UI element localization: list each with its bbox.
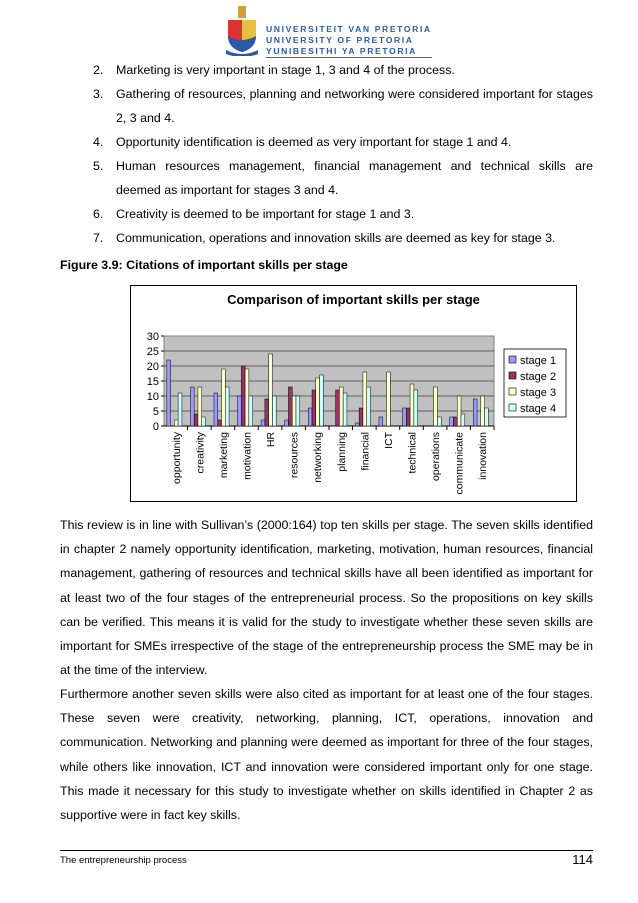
bar-stage-3 [481, 396, 485, 426]
y-tick-label: 10 [146, 391, 159, 403]
logo-line: UNIVERSITEIT VAN PRETORIA [266, 24, 432, 34]
bar-stage-1 [355, 423, 359, 426]
x-tick-label: creativity [194, 432, 207, 474]
bar-stage-1 [403, 408, 407, 426]
legend-label: stage 1 [520, 355, 557, 367]
legend-label: stage 3 [520, 387, 557, 399]
bar-stage-4 [272, 396, 276, 426]
bar-stage-4 [249, 396, 253, 426]
list-item [93, 82, 593, 130]
legend-swatch [509, 404, 516, 411]
footer-rule [60, 850, 593, 851]
bar-stage-4 [343, 393, 347, 426]
bar-stage-1 [214, 393, 218, 426]
legend-swatch [509, 388, 516, 395]
bar-stage-1 [379, 417, 383, 426]
legend-swatch [509, 372, 516, 379]
bar-stage-3 [387, 372, 391, 426]
x-tick-label: resources [288, 432, 301, 479]
bar-stage-3 [222, 369, 226, 426]
bar-stage-3 [174, 420, 178, 426]
item-number: 3. [93, 87, 104, 101]
bar-stage-3 [198, 387, 202, 426]
bar-stage-3 [316, 378, 320, 426]
bar-stage-4 [485, 408, 489, 426]
item-text: Human resources management, financial management and technical skills are deemed as important for stages 3 and 4. [116, 159, 593, 197]
x-tick-label: ICT [382, 432, 395, 449]
item-text: Communication, operations and innovation skills are deemed as key for stage 3. [116, 231, 556, 245]
bar-stage-3 [292, 396, 296, 426]
item-text: Opportunity identification is deemed as very important for stage 1 and 4. [116, 135, 512, 149]
bar-stage-4 [461, 414, 465, 426]
y-tick-label: 25 [146, 346, 159, 358]
bar-stage-4 [367, 387, 371, 426]
x-tick-label: marketing [217, 432, 230, 479]
item-number: 7. [93, 231, 104, 245]
x-tick-label: financial [359, 432, 372, 471]
bar-stage-2 [194, 414, 198, 426]
bar-stage-2 [453, 417, 457, 426]
figure-caption: Figure 3.9: Citations of important skills per stage [60, 258, 348, 272]
paragraph: This review is in line with Sullivan’s (2000:164) top ten skills per stage. The seven skills identified in chapter 2 namely opportunity identification, marketing, motivation, human resources, financial management, gathering of resources and technical skills have all been identified as important for at least two of the four stages of the entrepreneurial process. So the propositions on key skills can be verified. This means it is valid for the study to investigate whether these seven skills are important for SMEs irrespective of the stage of the entrepreneurship process the SME may be in at the time of the interview. [60, 518, 593, 678]
item-text: Marketing is very important in stage 1, 3 and 4 of the process. [116, 63, 455, 77]
bar-stage-1 [190, 387, 194, 426]
bar-stage-2 [312, 390, 316, 426]
bar-stage-4 [225, 387, 229, 426]
logo-text [266, 24, 432, 58]
crest-icon [224, 4, 260, 56]
footer-title: The entrepreneurship process [60, 855, 187, 866]
bar-stage-4 [437, 417, 441, 426]
legend-swatch [509, 356, 516, 363]
bar-stage-2 [241, 366, 245, 426]
x-tick-label: motivation [241, 432, 254, 480]
item-text: Gathering of resources, planning and networking were considered important for stages 2, 3 and 4. [116, 87, 593, 125]
x-tick-label: networking [312, 432, 325, 483]
numbered-list [93, 58, 593, 250]
x-tick-label: opportunity [170, 432, 183, 484]
paragraph: Furthermore another seven skills were also cited as important for at least one of the four stages. These seven were creativity, networking, planning, ICT, operations, innovation and communication. Networking and planning were deemed as important for three of the four stages, while others like innovation, ICT and innovation were considered important only for one stage. This made it necessary for this study to investigate whether on skills identified in Chapter 2 as supportive were in fact key skills. [60, 687, 593, 823]
bar-stage-1 [473, 399, 477, 426]
bar-stage-4 [414, 390, 418, 426]
chart-canvas [131, 286, 576, 501]
bar-stage-4 [178, 393, 182, 426]
bar-stage-3 [245, 369, 249, 426]
chart [130, 285, 577, 502]
bar-stage-2 [218, 420, 222, 426]
item-number: 2. [93, 63, 104, 77]
list-item [93, 154, 593, 202]
list-item [93, 58, 593, 82]
bar-stage-4 [202, 417, 206, 426]
bar-stage-1 [261, 420, 265, 426]
bar-stage-1 [238, 396, 242, 426]
legend-label: stage 4 [520, 403, 557, 415]
bar-stage-2 [265, 399, 269, 426]
bar-stage-3 [410, 384, 414, 426]
bar-stage-3 [269, 354, 273, 426]
bar-stage-3 [363, 372, 367, 426]
chart-title: Comparison of important skills per stage [227, 292, 480, 307]
bar-stage-3 [457, 396, 461, 426]
item-text: Creativity is deemed to be important for stage 1 and 3. [116, 207, 415, 221]
bar-stage-2 [359, 408, 363, 426]
bar-stage-2 [336, 390, 340, 426]
y-tick-label: 20 [146, 361, 159, 373]
x-tick-label: communicate [453, 432, 466, 495]
y-tick-label: 5 [152, 406, 159, 418]
y-tick-label: 15 [146, 376, 159, 388]
list-item [93, 130, 593, 154]
item-number: 4. [93, 135, 104, 149]
bar-stage-1 [167, 360, 171, 426]
logo-line: UNIVERSITY OF PRETORIA [266, 35, 414, 45]
bar-stage-2 [288, 387, 292, 426]
x-tick-label: operations [430, 432, 443, 482]
bar-stage-4 [320, 375, 324, 426]
y-tick-label: 30 [146, 331, 159, 343]
bar-stage-3 [434, 387, 438, 426]
legend-label: stage 2 [520, 371, 557, 383]
bar-stage-1 [308, 408, 312, 426]
bar-stage-4 [296, 396, 300, 426]
y-tick-label: 0 [152, 421, 159, 433]
bar-stage-2 [406, 408, 410, 426]
page-number: 114 [572, 852, 593, 867]
list-item [93, 226, 593, 250]
item-number: 6. [93, 207, 104, 221]
x-tick-label: planning [335, 432, 348, 472]
university-logo [224, 4, 432, 56]
x-tick-label: technical [406, 432, 419, 474]
bar-stage-3 [339, 387, 343, 426]
x-tick-label: HR [265, 432, 278, 448]
bar-stage-1 [450, 417, 454, 426]
x-tick-label: innovation [477, 432, 490, 480]
bar-stage-1 [285, 420, 289, 426]
list-item [93, 202, 593, 226]
item-number: 5. [93, 159, 104, 173]
logo-line: YUNIBESITHI YA PRETORIA [266, 46, 432, 58]
